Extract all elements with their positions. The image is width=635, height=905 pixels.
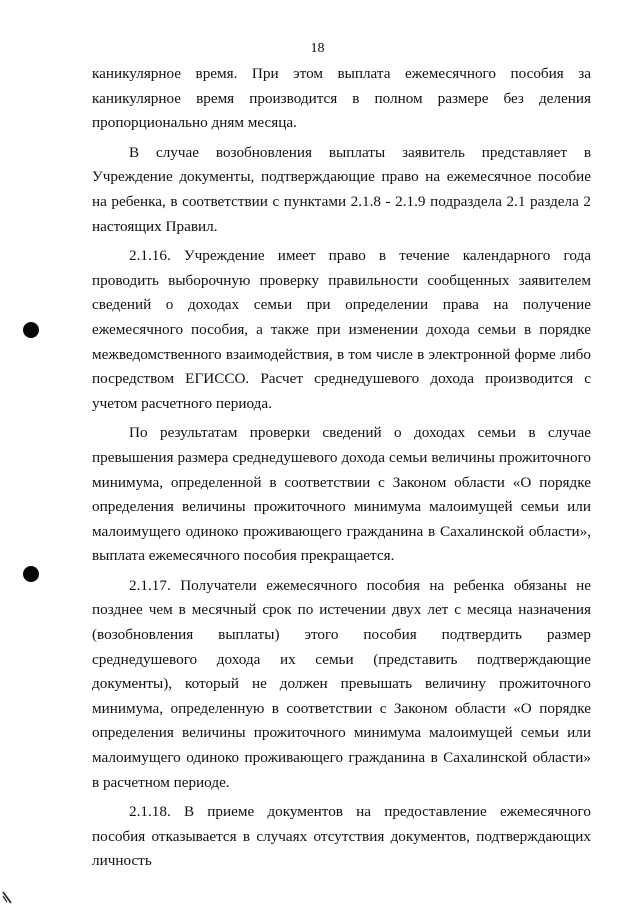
paragraph-resumption: В случае возобновления выплаты заявитель представляет в Учреждение документы, подтверждающие право на ежемесячное пособие на ребенка, в соответствии с пунктами 2.1.8 - 2.1.9 подраздела 2.1 раздела 2 настоящих Правил.	[92, 143, 591, 235]
paragraph-check-results: По результатам проверки сведений о доходах семьи в случае превышения размера среднедушевого дохода семьи величины прожиточного минимума, определенной в соответствии с Законом области «О порядке определения величины прожиточного минимума малоимущей семьи или малоимущего одиноко проживающего гражданина в Сахалинской области», выплата ежемесячного пособия прекращается.	[92, 424, 591, 565]
binder-hole-bottom	[23, 566, 39, 582]
document-text	[92, 62, 591, 874]
paragraph-continuation: каникулярное время. При этом выплата ежемесячного пособия за каникулярное время производится в полном размере без деления пропорционально дням месяца.	[92, 65, 591, 132]
page-number: 18	[310, 41, 325, 56]
scan-corner-mark	[2, 890, 16, 904]
binder-hole-top	[23, 322, 39, 338]
paragraph-2-1-17: 2.1.17. Получатели ежемесячного пособия на ребенка обязаны не позднее чем в месячный срок по истечении двух лет с месяца назначения (возобновления выплаты) этого пособия подтвердить размер среднедушевого дохода их семьи (представить подтверждающие документы), который не должен превышать величину прожиточного минимума, определенную в соответствии с Законом области «О порядке определения величины прожиточного минимума малоимущей семьи или малоимущего одиноко проживающего гражданина в Сахалинской области» в расчетном периоде.	[92, 576, 591, 791]
paragraph-2-1-16: 2.1.16. Учреждение имеет право в течение календарного года проводить выборочную проверку правильности сообщенных заявителем сведений о доходах семьи при определении права на получение ежемесячного пособия, а также при изменении дохода семьи в порядке межведомственного взаимодействия, в том числе в электронной форме либо посредством ЕГИССО. Расчет среднедушевого дохода производится с учетом расчетного периода.	[92, 247, 591, 412]
paragraph-2-1-18: 2.1.18. В приеме документов на предоставление ежемесячного пособия отказывается в случаях отсутствия документов, подтверждающих личность	[92, 803, 591, 870]
